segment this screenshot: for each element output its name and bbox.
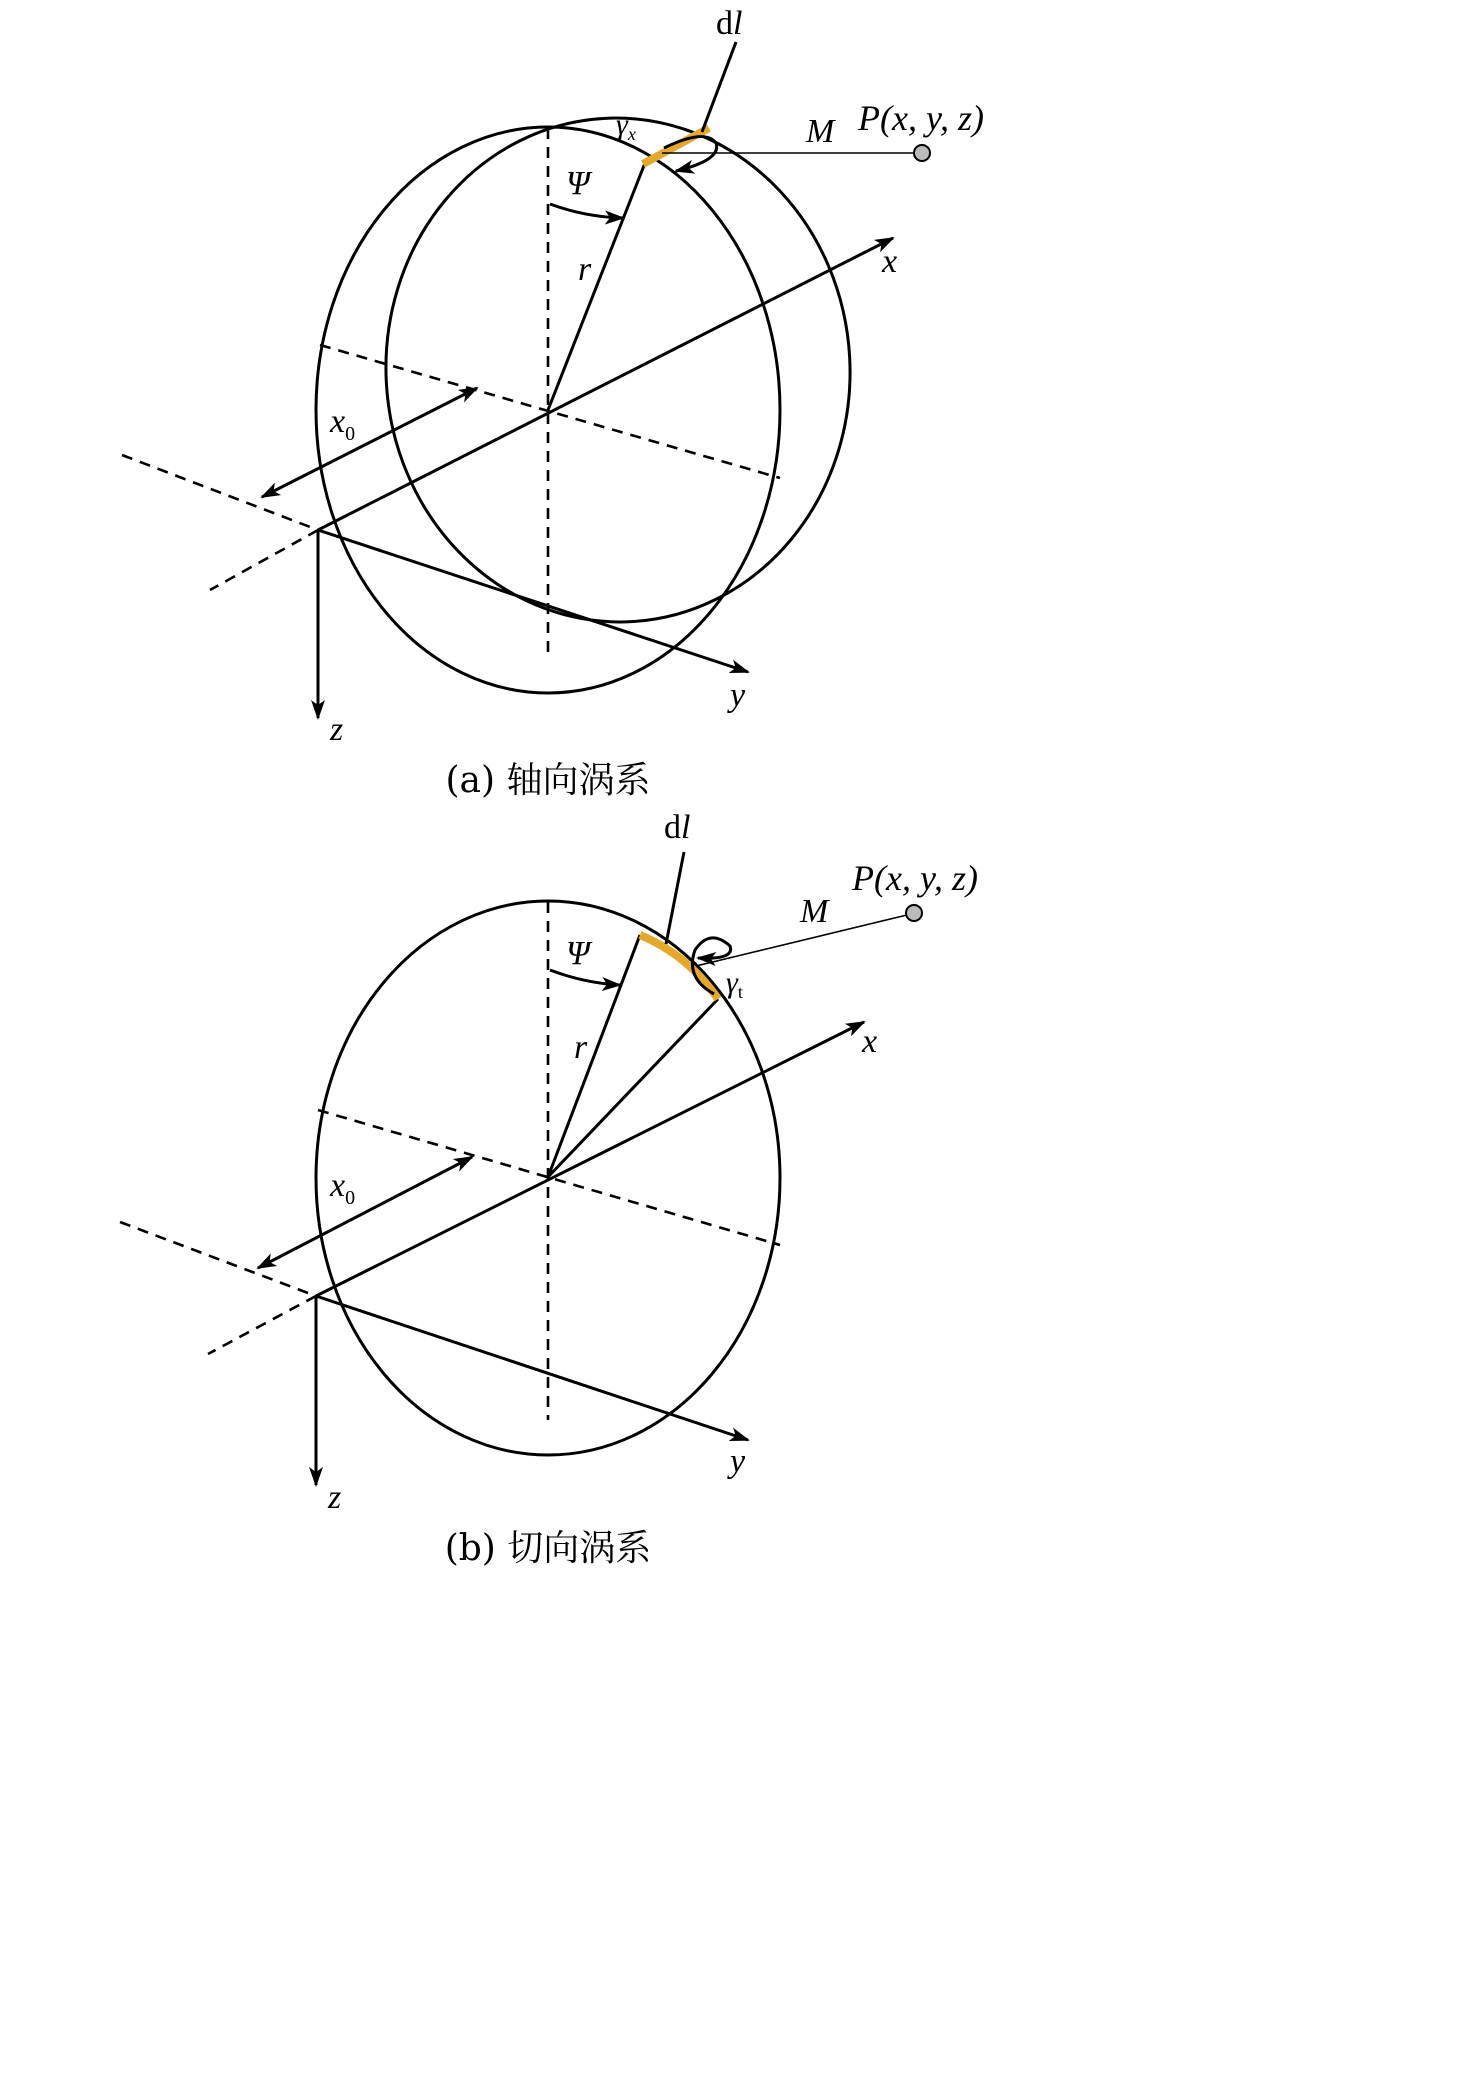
psi-angle-arc xyxy=(550,970,620,985)
y-axis-dashed-extension xyxy=(210,530,318,590)
dl-pointer-line xyxy=(666,852,684,944)
label-z-axis: z xyxy=(330,711,344,748)
back-ring xyxy=(373,106,863,634)
label-x-axis: x xyxy=(882,243,898,280)
label-M: M xyxy=(806,113,835,150)
label-y-axis: y xyxy=(730,677,746,714)
x0-dimension-arrow xyxy=(262,388,477,497)
point-p-marker xyxy=(914,145,930,161)
label-r: r xyxy=(574,1029,588,1066)
panel-b-tangential-vortex xyxy=(120,809,978,1569)
panel-a-axial-vortex xyxy=(122,5,984,801)
label-z-axis: z xyxy=(328,1479,342,1516)
vortex-element-dl xyxy=(643,128,709,164)
x-axis-dashed-extension xyxy=(120,1222,316,1296)
point-p-marker xyxy=(906,905,922,921)
radius-line-2 xyxy=(548,999,718,1177)
x0-dimension-arrow xyxy=(258,1157,472,1268)
label-dl: dl xyxy=(716,5,743,42)
label-psi: Ψ xyxy=(566,935,590,972)
label-r: r xyxy=(578,251,592,288)
label-x0: $x_0$ xyxy=(330,403,356,445)
y-axis-arrow xyxy=(318,530,748,672)
label-gamma-x: $\gamma_x$ xyxy=(616,108,636,144)
label-dl: dl xyxy=(664,809,691,846)
label-x0: $x_0$ xyxy=(330,1167,356,1209)
caption-a: (a) 轴向涡系 xyxy=(445,760,651,801)
x-axis-dashed-extension xyxy=(122,455,318,530)
label-M: M xyxy=(800,893,829,930)
label-P: P(x, y, z) xyxy=(852,858,978,898)
caption-b: (b) 切向涡系 xyxy=(444,1528,652,1569)
label-P: P(x, y, z) xyxy=(858,98,984,138)
psi-angle-arc xyxy=(550,204,623,218)
label-psi: Ψ xyxy=(566,165,590,202)
label-y-axis: y xyxy=(730,1443,746,1480)
y-axis-dashed-extension xyxy=(208,1296,316,1354)
dl-pointer-line xyxy=(702,42,736,132)
x-axis-arrow xyxy=(318,238,893,530)
label-x-axis: x xyxy=(862,1023,878,1060)
label-gamma-t: $\gamma_t$ xyxy=(726,966,743,1002)
